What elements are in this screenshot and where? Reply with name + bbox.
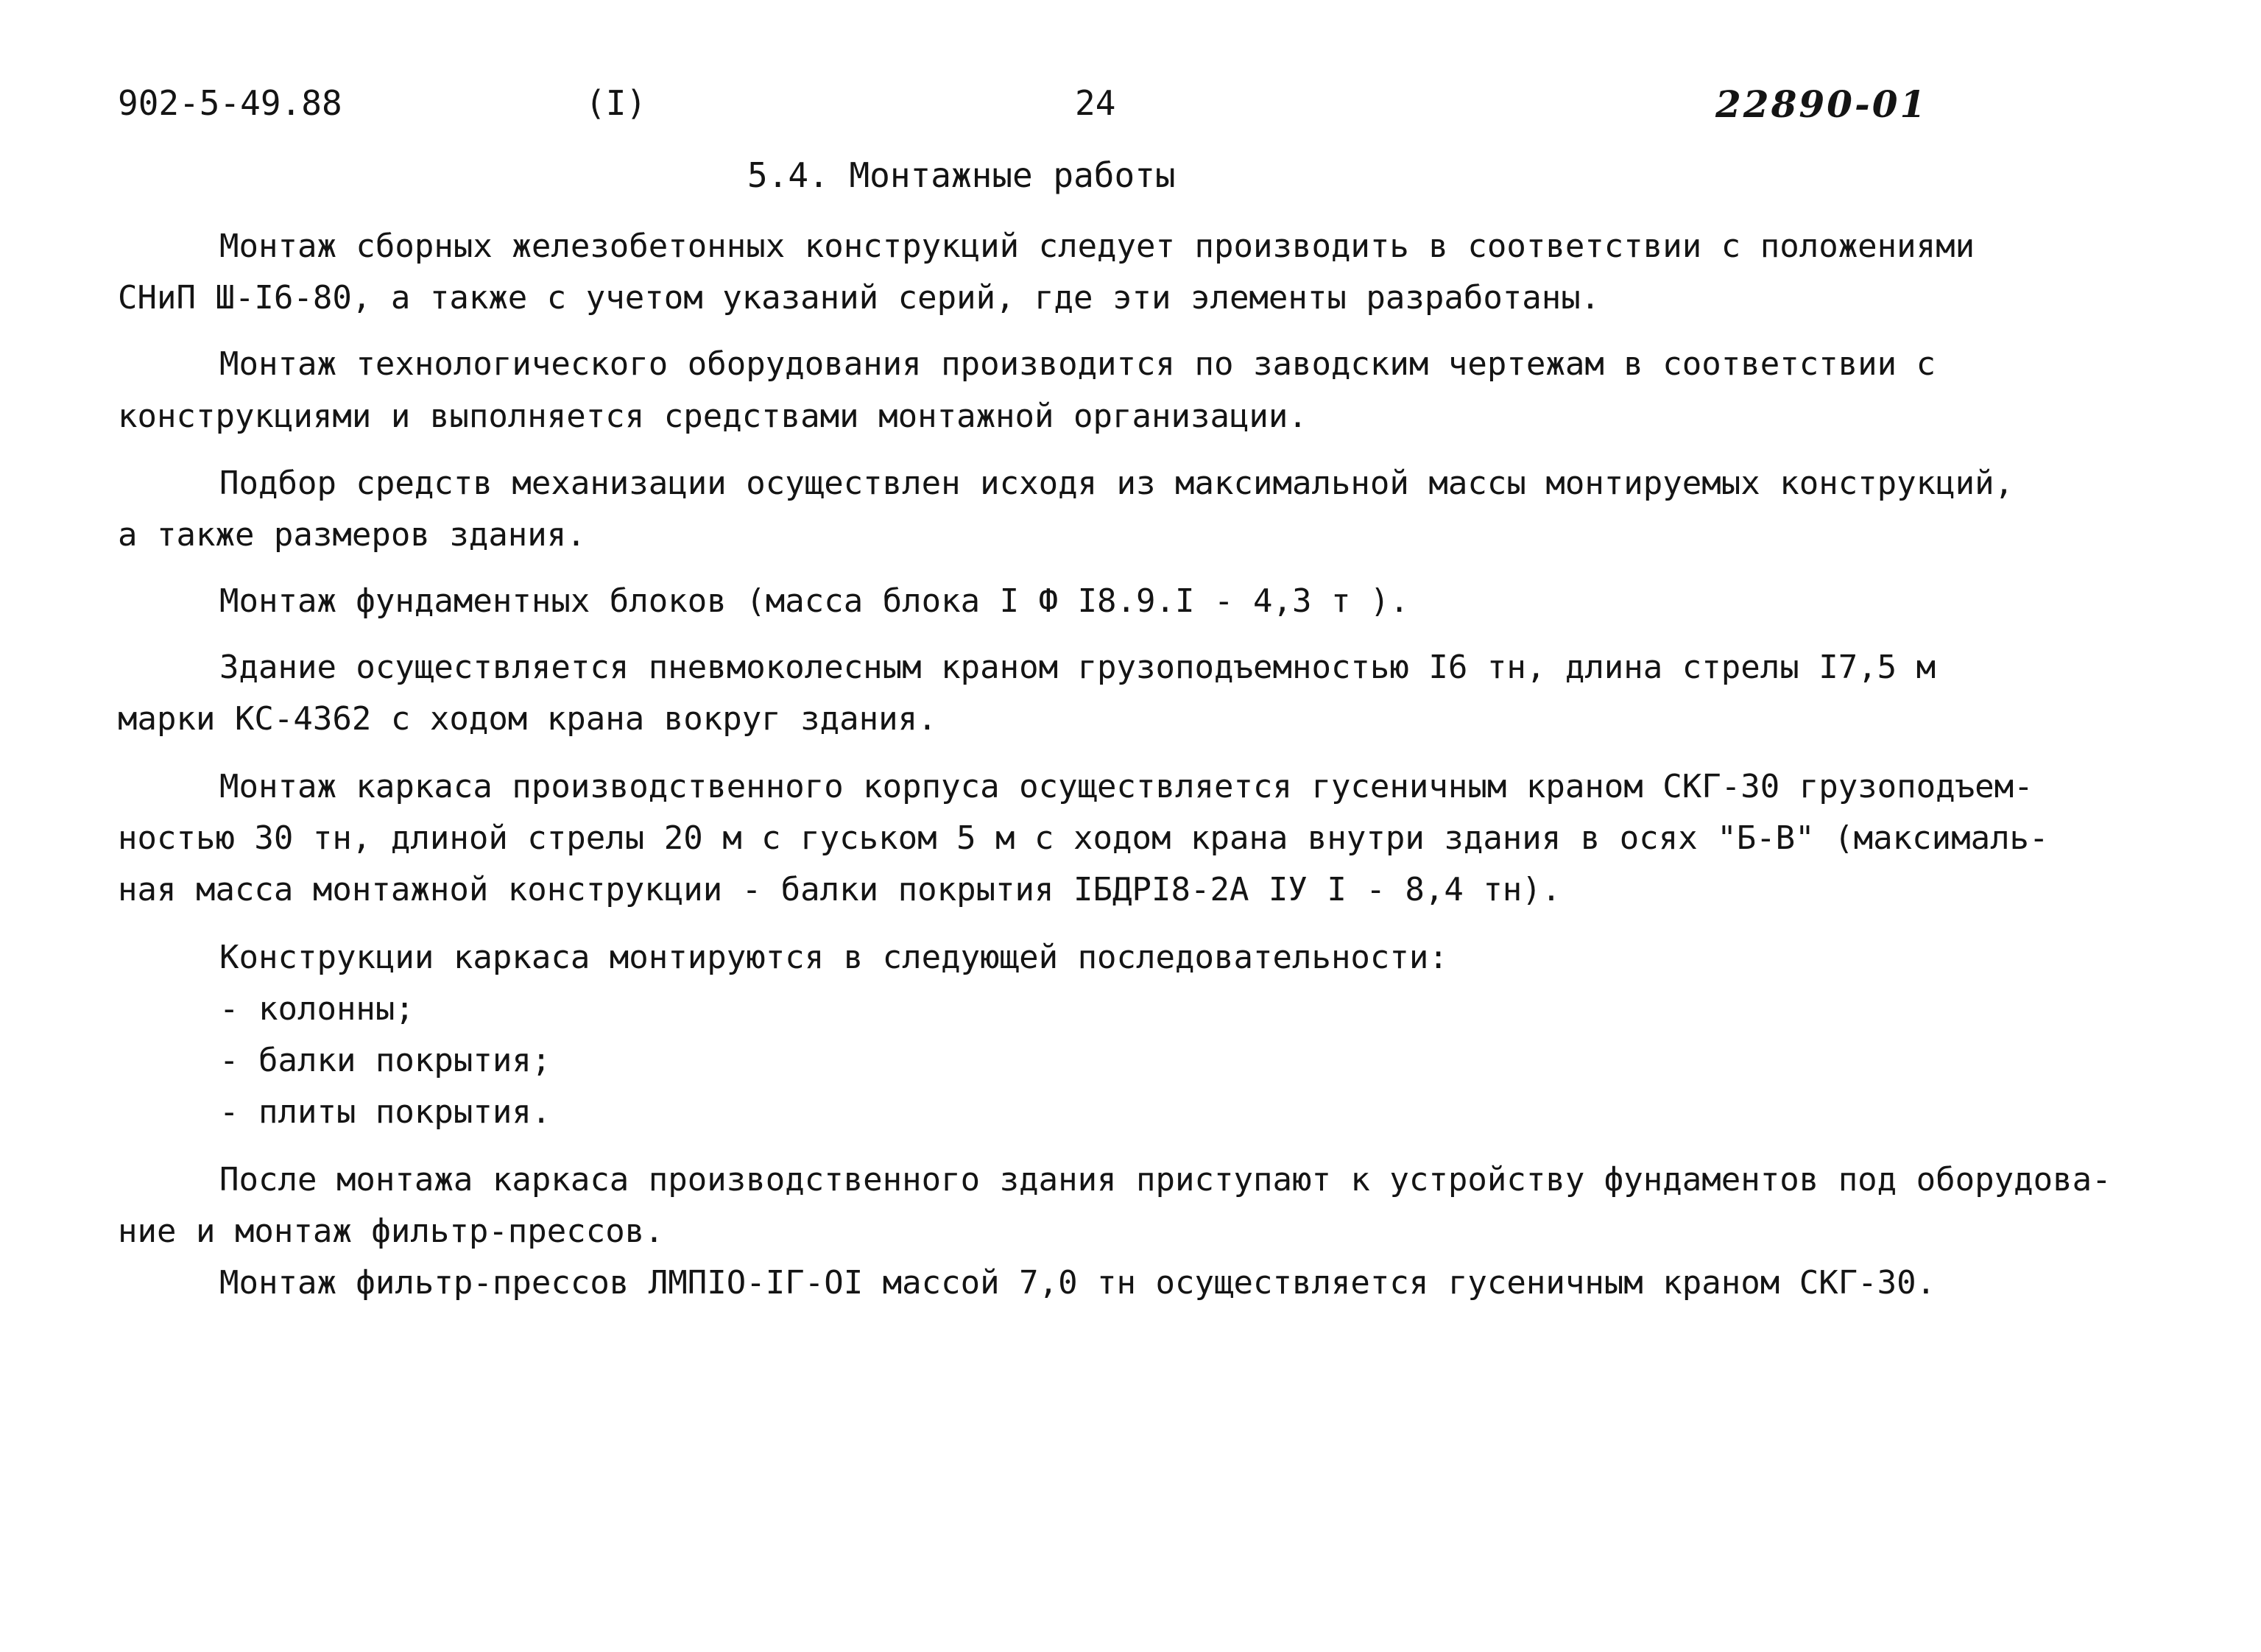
paragraph-5-line-1: Здание осуществляется пневмоколесным краном грузоподъемностью I6 тн, длина стрелы I7,5 м xyxy=(219,649,1936,686)
paragraph-5-line-2: марки КС-4362 с ходом крана вокруг здания. xyxy=(118,700,937,738)
paragraph-6-line-2: ностью 30 тн, длиной стрелы 20 м с гуськом 5 м с ходом крана внутри здания в осях "Б-В" (максималь- xyxy=(118,819,2049,857)
paragraph-8-line-1: После монтажа каркаса производственного здания приступают к устройству фундаментов под оборудова- xyxy=(219,1161,2112,1199)
paragraph-3-line-2: а также размеров здания. xyxy=(118,516,586,554)
paragraph-2-line-2: конструкциями и выполняется средствами монтажной организации. xyxy=(118,398,1308,435)
paragraph-1-line-2: СНиП Ш-I6-80, а также с учетом указаний серий, где эти элементы разработаны. xyxy=(118,279,1601,317)
page-number: 24 xyxy=(1075,83,1116,123)
list-item: - балки покрытия; xyxy=(219,1042,551,1079)
section-title: 5.4. Монтажные работы xyxy=(747,155,1176,195)
paragraph-4-line-1: Монтаж фундаментных блоков (масса блока I Ф I8.9.I - 4,3 т ). xyxy=(219,582,1409,620)
paragraph-1-line-1: Монтаж сборных железобетонных конструкций следует производить в соответствии с положениями xyxy=(219,227,1975,265)
handwritten-inventory-number: 22890-01 xyxy=(1715,82,1928,126)
paragraph-2-line-1: Монтаж технологического оборудования производится по заводским чертежам в соответствии с xyxy=(219,345,1936,383)
document-code: 902-5-49.88 xyxy=(118,83,342,123)
paragraph-6-line-3: ная масса монтажной конструкции - балки покрытия IБДРI8-2А IУ I - 8,4 тн). xyxy=(118,871,1562,908)
document-part: (I) xyxy=(585,83,647,123)
paragraph-8-line-2: ние и монтаж фильтр-прессов. xyxy=(118,1212,664,1250)
paragraph-3-line-1: Подбор средств механизации осуществлен исходя из максимальной массы монтируемых конструкций, xyxy=(219,465,2014,502)
list-item: - плиты покрытия. xyxy=(219,1093,551,1131)
list-item: - колонны; xyxy=(219,990,415,1028)
paragraph-6-line-1: Монтаж каркаса производственного корпуса осуществляется гусеничным краном СКГ-30 грузоподъем- xyxy=(219,768,2034,805)
paragraph-7-line-1: Конструкции каркаса монтируются в следующей последовательности: xyxy=(219,939,1448,976)
paragraph-9-line-1: Монтаж фильтр-прессов ЛМПIО-IГ-ОI массой 7,0 тн осуществляется гусеничным краном СКГ-30. xyxy=(219,1264,1936,1302)
